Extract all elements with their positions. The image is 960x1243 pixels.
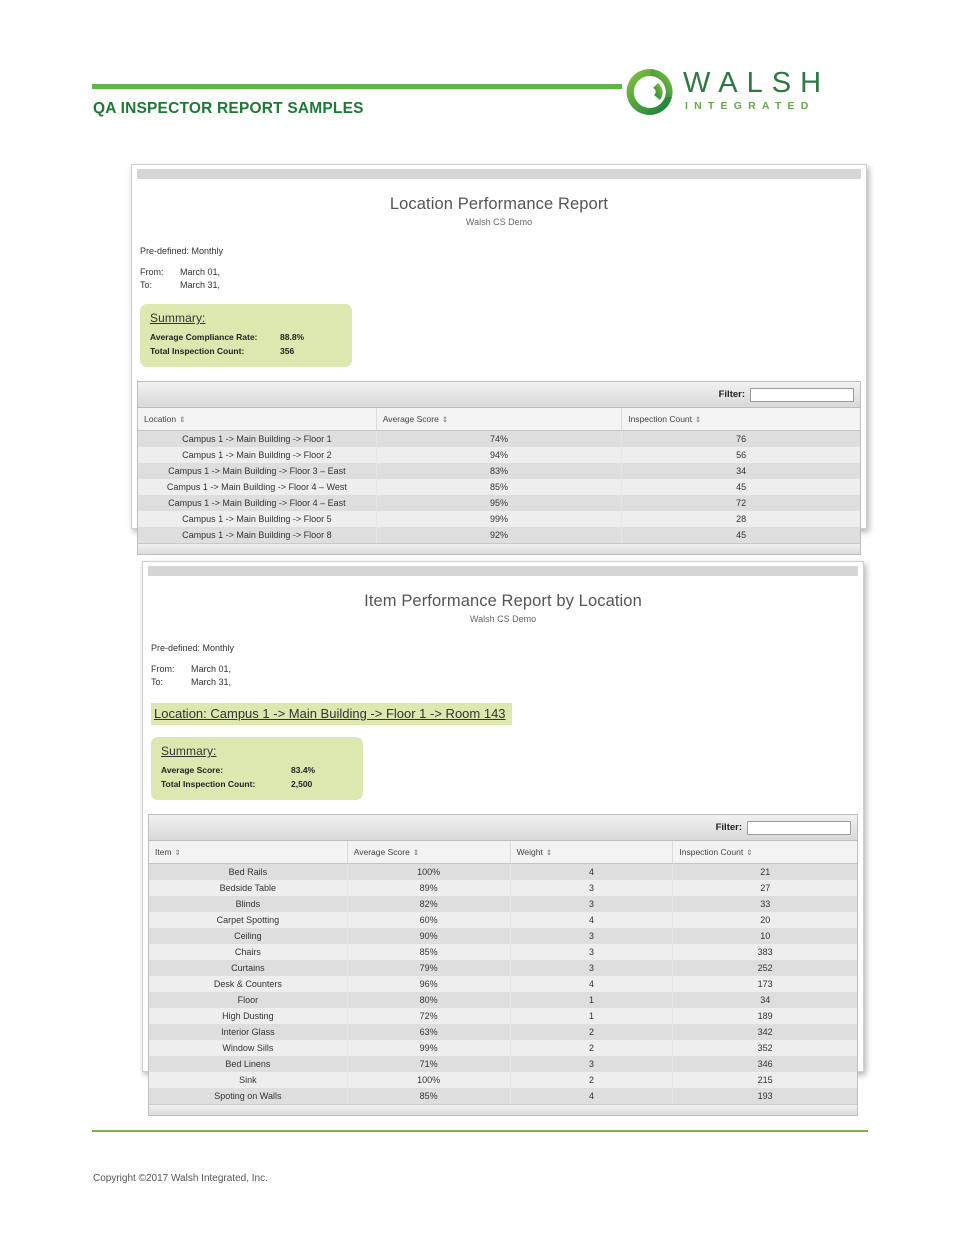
table-cell: 99%	[376, 511, 621, 527]
table-cell: Campus 1 -> Main Building -> Floor 5	[138, 511, 376, 527]
column-label: Location	[144, 413, 177, 424]
table-cell: 96%	[347, 976, 510, 992]
report-title: Location Performance Report	[389, 195, 609, 213]
table-head	[149, 841, 857, 863]
summary-box	[151, 737, 363, 800]
table-cell: Chairs	[149, 944, 347, 960]
table-cell: Bed Rails	[149, 863, 347, 880]
table-cell: 1	[510, 1008, 673, 1024]
table-header-row	[149, 841, 857, 863]
filter-input[interactable]	[747, 821, 851, 835]
table-cell: 92%	[376, 527, 621, 543]
table-row[interactable]	[149, 1024, 857, 1040]
table-cell: 74%	[376, 430, 621, 447]
table-row[interactable]	[149, 960, 857, 976]
table-cell: High Dusting	[149, 1008, 347, 1024]
table-cell: 3	[510, 880, 673, 896]
table-cell: 60%	[347, 912, 510, 928]
table-cell: 83%	[376, 463, 621, 479]
sort-icon: ⇕	[179, 414, 186, 424]
walsh-swoosh-icon	[625, 66, 677, 118]
page-header	[0, 0, 960, 150]
summary-label: Average Compliance Rate:	[150, 332, 258, 342]
table-row[interactable]	[149, 1040, 857, 1056]
table-row[interactable]	[149, 1056, 857, 1072]
summary-heading: Summary:	[161, 744, 217, 758]
table-cell: 95%	[376, 495, 621, 511]
summary-label: Total Inspection Count:	[150, 346, 245, 356]
table-cell: 3	[510, 928, 673, 944]
sort-icon: ⇕	[174, 847, 181, 857]
logo-wordmark: WALSH	[683, 67, 831, 99]
column-header-average-score[interactable]	[347, 841, 510, 863]
table-cell: 79%	[347, 960, 510, 976]
date-to-row	[151, 676, 863, 689]
panel-titlebar	[137, 169, 861, 179]
column-label: Average Score	[353, 846, 410, 857]
table-row[interactable]	[149, 1008, 857, 1024]
table-cell: Campus 1 -> Main Building -> Floor 4 – East	[138, 495, 376, 511]
table-cell: Curtains	[149, 960, 347, 976]
table-cell: Sink	[149, 1072, 347, 1088]
table-row[interactable]	[149, 863, 857, 880]
table-cell: 76	[622, 430, 860, 447]
summary-value: 356	[280, 346, 295, 356]
table-cell: Campus 1 -> Main Building -> Floor 8	[138, 527, 376, 543]
column-header-inspection-count[interactable]	[673, 841, 857, 863]
column-header-location[interactable]	[138, 408, 376, 430]
table-row[interactable]	[149, 992, 857, 1008]
column-label: Inspection Count	[628, 413, 693, 424]
sort-icon: ⇕	[545, 847, 553, 857]
summary-row	[161, 763, 353, 777]
date-from-row	[140, 266, 866, 279]
report-subtitle: Walsh CS Demo	[465, 217, 533, 227]
column-header-average-score[interactable]	[376, 408, 621, 430]
table-cell: 2	[510, 1072, 673, 1088]
summary-row	[150, 330, 342, 344]
table-cell: Spoting on Walls	[149, 1088, 347, 1104]
to-value: March 31,	[191, 677, 232, 687]
table-row[interactable]	[138, 495, 860, 511]
column-label: Item	[155, 846, 172, 857]
results-table-container	[137, 381, 861, 555]
table-row[interactable]	[149, 928, 857, 944]
table-cell: 72	[622, 495, 860, 511]
table-cell: Campus 1 -> Main Building -> Floor 4 – West	[138, 479, 376, 495]
sort-icon: ⇕	[412, 847, 420, 857]
column-header-inspection-count[interactable]	[622, 408, 860, 430]
table-header-row	[138, 408, 860, 430]
report-subtitle: Walsh CS Demo	[469, 614, 537, 624]
sort-icon: ⇕	[746, 847, 753, 857]
table-cell: Ceiling	[149, 928, 347, 944]
table-body	[138, 430, 860, 543]
table-cell: 189	[673, 1008, 857, 1024]
from-value: March 01,	[180, 267, 221, 277]
table-cell: 56	[622, 447, 860, 463]
table-cell: 100%	[347, 1072, 510, 1088]
table-cell: 27	[673, 880, 857, 896]
table-row[interactable]	[138, 527, 860, 543]
table-cell: Bedside Table	[149, 880, 347, 896]
location-performance-report-panel	[131, 164, 867, 540]
table-cell: 3	[510, 960, 673, 976]
footer-accent-rule	[92, 1130, 868, 1132]
to-label: To:	[151, 677, 164, 687]
table-cell: 193	[673, 1088, 857, 1104]
report-meta	[151, 642, 863, 689]
table-cell: 33	[673, 896, 857, 912]
table-cell: Window Sills	[149, 1040, 347, 1056]
report-meta	[140, 245, 866, 292]
table-cell: 85%	[347, 944, 510, 960]
table-cell: 90%	[347, 928, 510, 944]
table-cell: 3	[510, 1056, 673, 1072]
table-row[interactable]	[149, 880, 857, 896]
table-cell: Campus 1 -> Main Building -> Floor 1	[138, 430, 376, 447]
item-performance-table	[149, 841, 857, 1104]
table-cell: 82%	[347, 896, 510, 912]
table-cell: 45	[622, 479, 860, 495]
table-cell: Blinds	[149, 896, 347, 912]
table-body	[149, 863, 857, 1104]
table-cell: 85%	[376, 479, 621, 495]
column-label: Average Score	[382, 413, 439, 424]
predefined-period: Pre-defined: Monthly	[151, 643, 235, 653]
table-row[interactable]	[138, 430, 860, 447]
table-cell: 346	[673, 1056, 857, 1072]
predefined-period: Pre-defined: Monthly	[140, 246, 224, 256]
sort-icon: ⇕	[695, 414, 702, 424]
column-header-weight[interactable]	[510, 841, 673, 863]
location-banner: Location: Campus 1 -> Main Building -> Floor 1 -> Room 143	[151, 703, 512, 725]
summary-row	[150, 344, 342, 358]
from-label: From:	[140, 267, 164, 277]
filter-input[interactable]	[750, 388, 854, 402]
table-cell: 4	[510, 863, 673, 880]
table-row[interactable]	[138, 447, 860, 463]
summary-value: 88.8%	[280, 332, 305, 342]
table-cell: Desk & Counters	[149, 976, 347, 992]
table-cell: 252	[673, 960, 857, 976]
table-cell: Campus 1 -> Main Building -> Floor 3 – East	[138, 463, 376, 479]
table-cell: 4	[510, 912, 673, 928]
table-cell: 71%	[347, 1056, 510, 1072]
table-cell: Carpet Spotting	[149, 912, 347, 928]
to-label: To:	[140, 280, 153, 290]
report-title: Item Performance Report by Location	[364, 592, 642, 610]
table-cell: 94%	[376, 447, 621, 463]
table-cell: 352	[673, 1040, 857, 1056]
table-cell: 10	[673, 928, 857, 944]
summary-label: Total Inspection Count:	[161, 779, 256, 789]
location-performance-table	[138, 408, 860, 543]
copyright-text: Copyright ©2017 Walsh Integrated, Inc.	[93, 1173, 268, 1184]
table-row[interactable]	[149, 912, 857, 928]
table-row[interactable]	[138, 479, 860, 495]
summary-box	[140, 304, 352, 367]
table-cell: 215	[673, 1072, 857, 1088]
column-header-item[interactable]	[149, 841, 347, 863]
table-footer-bar	[149, 1104, 857, 1115]
table-row[interactable]	[149, 896, 857, 912]
filter-bar	[138, 382, 860, 408]
date-from-row	[151, 663, 863, 676]
from-value: March 01,	[191, 664, 232, 674]
table-row[interactable]	[138, 463, 860, 479]
table-cell: 383	[673, 944, 857, 960]
table-cell: 99%	[347, 1040, 510, 1056]
table-cell: 34	[673, 992, 857, 1008]
table-footer-bar	[138, 543, 860, 554]
table-cell: 3	[510, 944, 673, 960]
table-cell: 2	[510, 1040, 673, 1056]
summary-heading: Summary:	[150, 311, 206, 325]
table-cell: 28	[622, 511, 860, 527]
table-cell: 3	[510, 896, 673, 912]
table-cell: 173	[673, 976, 857, 992]
table-cell: 342	[673, 1024, 857, 1040]
table-cell: 4	[510, 1088, 673, 1104]
table-cell: 80%	[347, 992, 510, 1008]
table-cell: Interior Glass	[149, 1024, 347, 1040]
page-title: QA INSPECTOR REPORT SAMPLES	[93, 100, 364, 117]
table-cell: Bed Linens	[149, 1056, 347, 1072]
filter-label: Filter:	[718, 389, 745, 400]
table-cell: 21	[673, 863, 857, 880]
table-row[interactable]	[138, 511, 860, 527]
table-cell: 1	[510, 992, 673, 1008]
table-cell: Campus 1 -> Main Building -> Floor 2	[138, 447, 376, 463]
from-label: From:	[151, 664, 175, 674]
summary-row	[161, 777, 353, 791]
date-to-row	[140, 279, 866, 292]
table-row[interactable]	[149, 1088, 857, 1104]
summary-value: 83.4%	[291, 765, 316, 775]
table-cell: 89%	[347, 880, 510, 896]
table-head	[138, 408, 860, 430]
logo-tagline: INTEGRATED	[685, 100, 815, 112]
table-cell: 20	[673, 912, 857, 928]
table-cell: 100%	[347, 863, 510, 880]
sort-icon: ⇕	[441, 414, 449, 424]
header-accent-rule	[92, 84, 622, 89]
table-row[interactable]	[149, 944, 857, 960]
item-performance-report-panel	[142, 561, 864, 1101]
table-row[interactable]	[149, 1072, 857, 1088]
column-label: Weight	[516, 846, 543, 857]
filter-label: Filter:	[715, 822, 742, 833]
filter-bar	[149, 815, 857, 841]
table-cell: 2	[510, 1024, 673, 1040]
table-cell: 34	[622, 463, 860, 479]
walsh-logo	[625, 64, 870, 122]
summary-label: Average Score:	[161, 765, 224, 775]
table-cell: 63%	[347, 1024, 510, 1040]
summary-value: 2,500	[291, 779, 313, 789]
table-cell: 72%	[347, 1008, 510, 1024]
panel-titlebar	[148, 566, 858, 576]
table-cell: 4	[510, 976, 673, 992]
table-row[interactable]	[149, 976, 857, 992]
results-table-container	[148, 814, 858, 1116]
table-cell: Floor	[149, 992, 347, 1008]
column-label: Inspection Count	[679, 846, 744, 857]
to-value: March 31,	[180, 280, 221, 290]
table-cell: 45	[622, 527, 860, 543]
table-cell: 85%	[347, 1088, 510, 1104]
